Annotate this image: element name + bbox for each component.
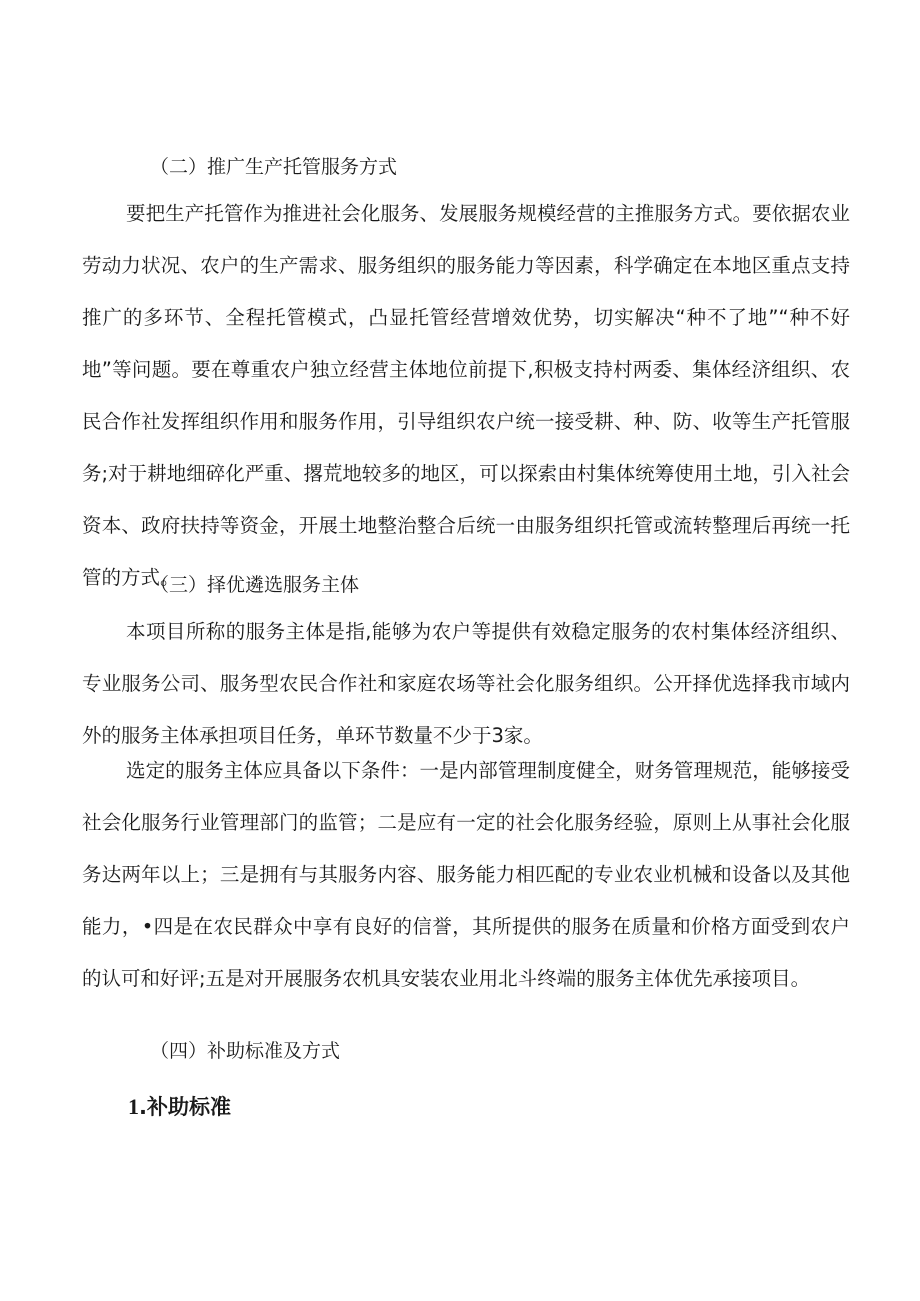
section-heading-promote-trusteeship: （二）推广生产托管服务方式: [150, 156, 398, 178]
paragraph-service-entity-definition: 本项目所称的服务主体是指,能够为农户等提供有效稳定服务的农村集体经济组织、专业服务公司、服务型农民合作社和家庭农场等社会化服务组织。公开择优选择我市域内外的服务主体承担项目任务，单环节数量不少于3家。: [82, 620, 850, 747]
subheading-label: .补助标准: [139, 1095, 231, 1119]
paragraph-promote-trusteeship: 要把生产托管作为推进社会化服务、发展服务规模经营的主推服务方式。要依据农业劳动力状况、农户的生产需求、服务组织的服务能力等因素，科学确定在本地区重点支持推广的多环节、全程托管模式，凸显托管经营增效优势，切实解决“种不了地”“种不好地”等问题。要在尊重农户独立经营主体地位前提下,积极支持村两委、集体经济组织、农民合作社发挥组织作用和服务作用，引导组织农户统一接受耕、种、防、收等生产托管服务;对于耕地细碎化严重、撂荒地较多的地区，可以探索由村集体统筹使用土地，引入社会资本、政府扶持等资金，开展土地整治整合后统一由服务组织托管或流转整理后再统一托管的方式。: [82, 202, 850, 589]
section-heading-subsidy-standards: （四）补助标准及方式: [150, 1040, 341, 1062]
paragraph-service-entity-conditions: 选定的服务主体应具备以下条件：一是内部管理制度健全，财务管理规范，能够接受社会化服务行业管理部门的监管；二是应有一定的社会化服务经验，原则上从事社会化服务达两年以上；三是拥有与其服务内容、服务能力相匹配的专业农业机械和设备以及其他能力，•四是在农民群众中享有良好的信誉，其所提供的服务在质量和价格方面受到农户的认可和好评;五是对开展服务农机具安装农业用北斗终端的服务主体优先承接项目。: [82, 759, 850, 990]
subheading-subsidy-standard: [128, 1094, 231, 1120]
subheading-number: 1: [128, 1094, 139, 1119]
section-heading-select-service-entities: （三）择优遴选服务主体: [150, 574, 360, 596]
